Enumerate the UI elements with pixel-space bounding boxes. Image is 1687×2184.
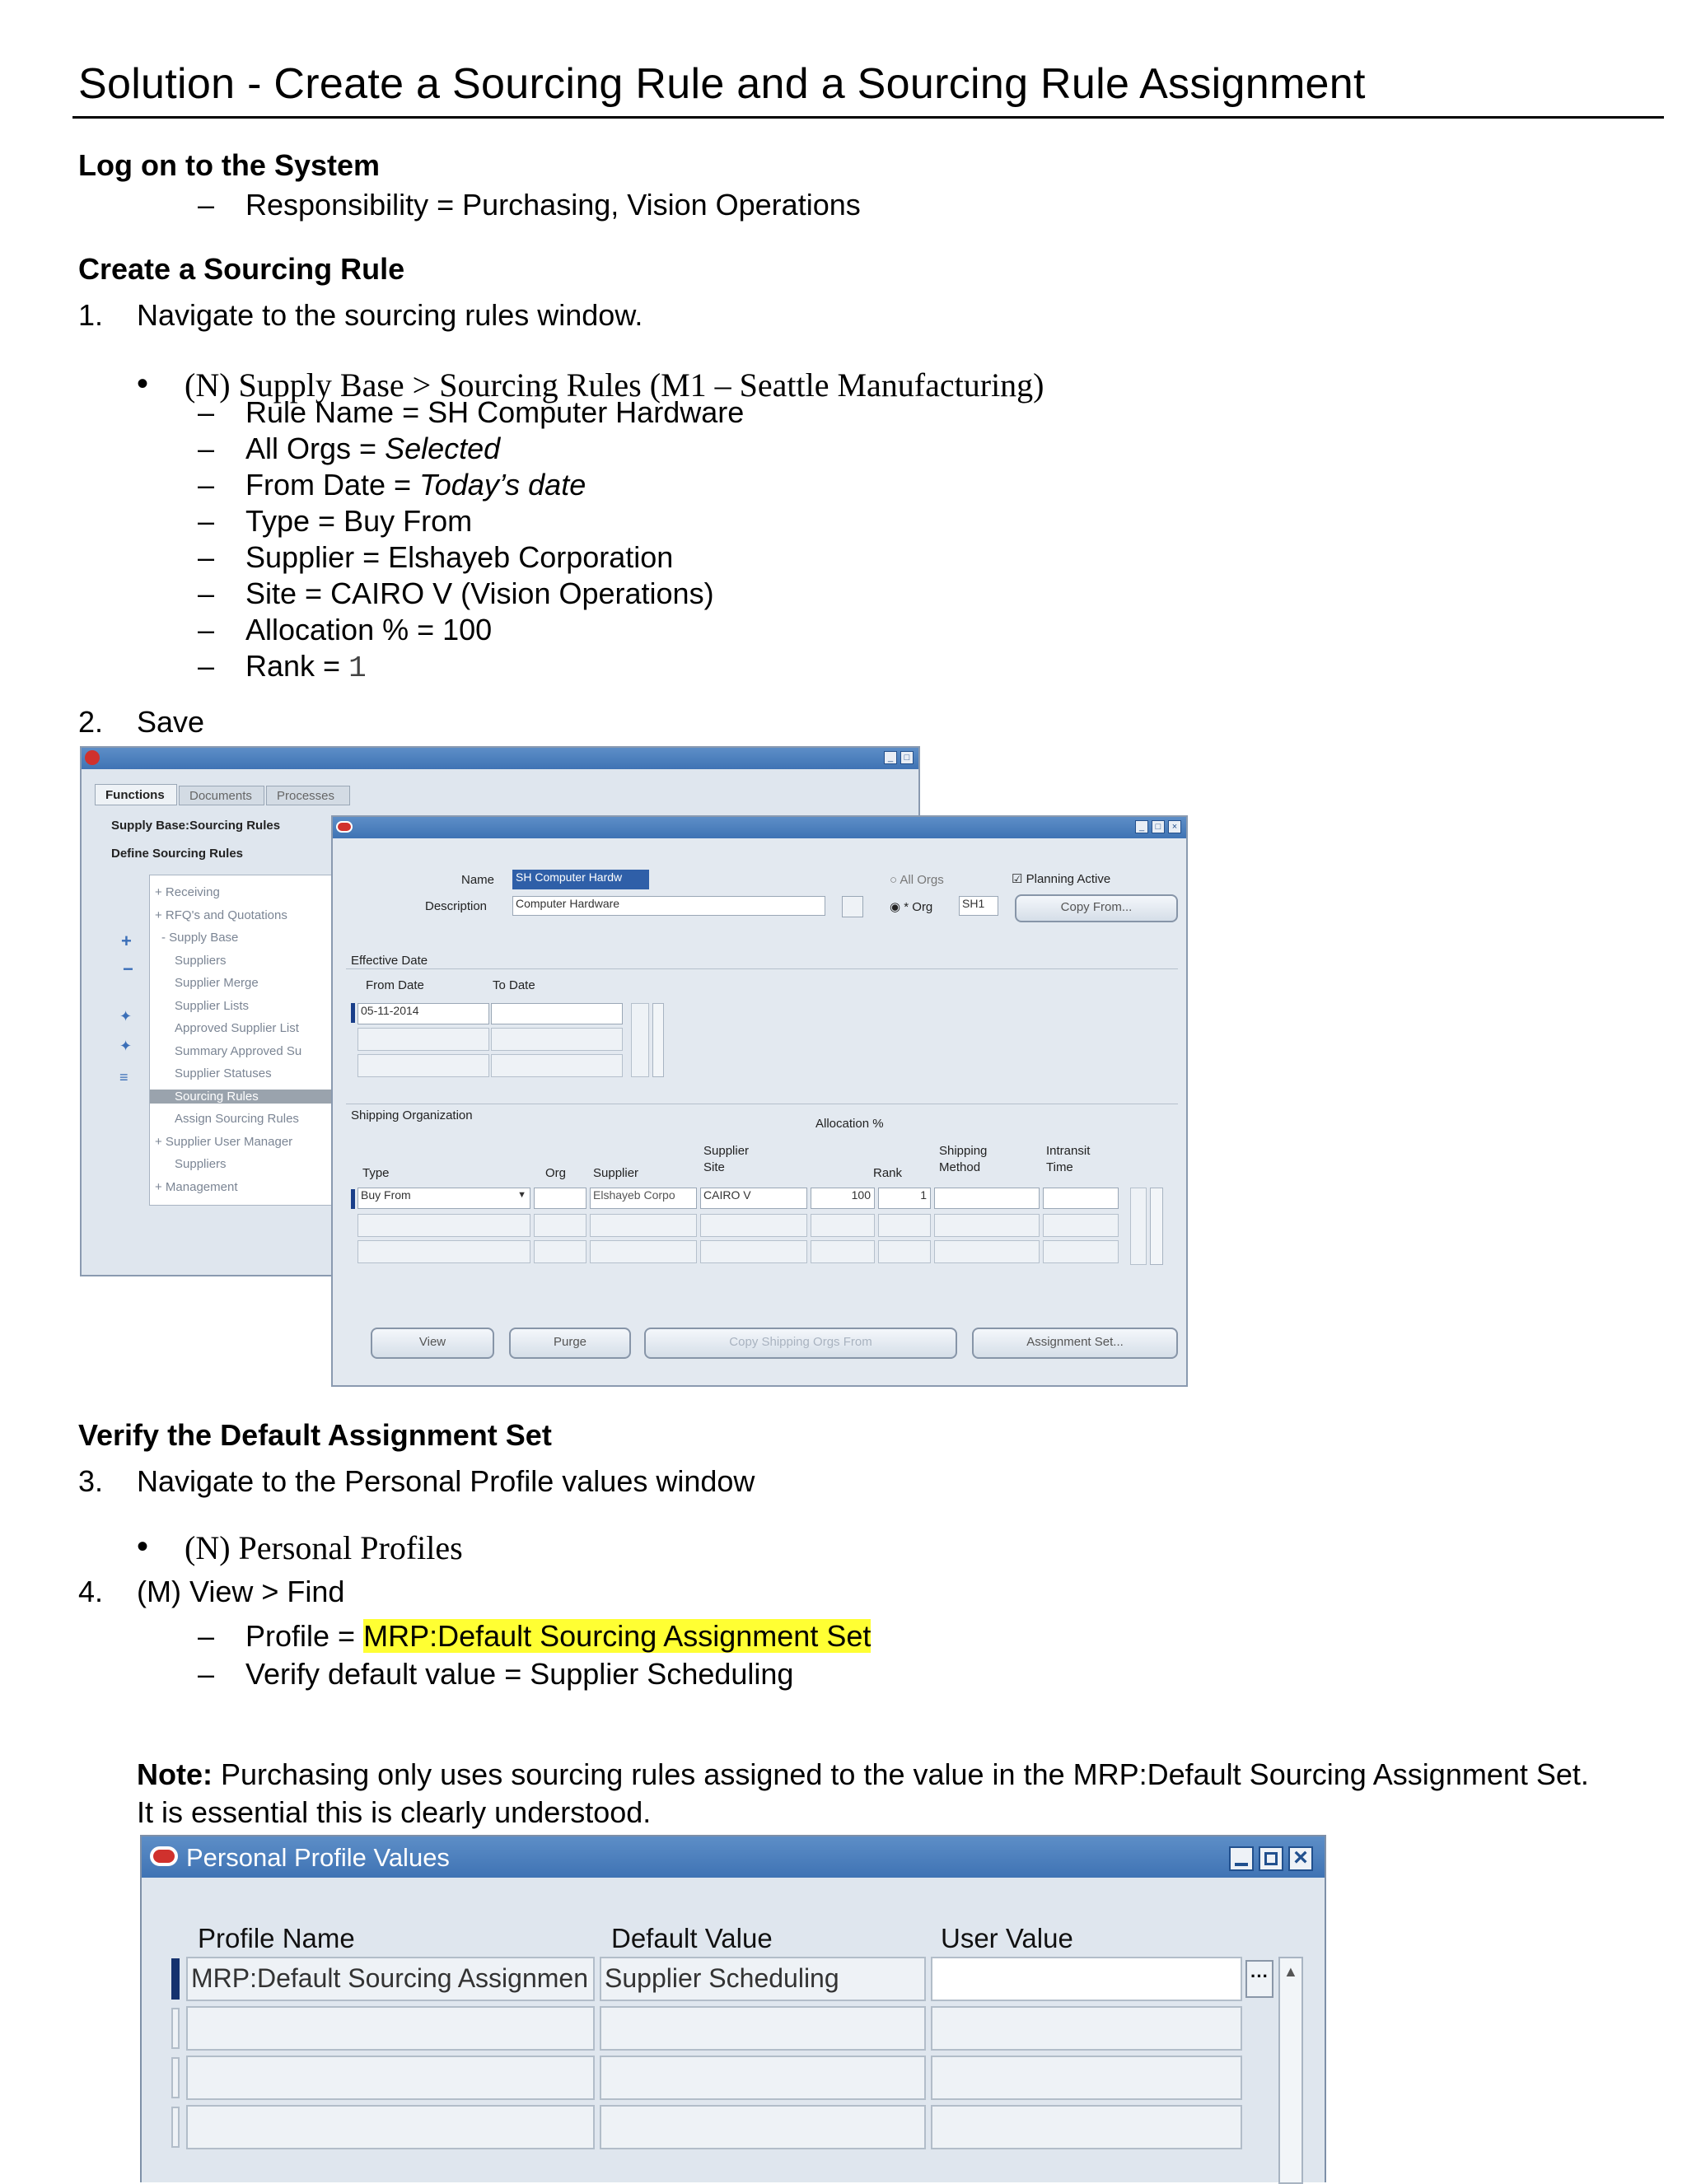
current-record-indicator bbox=[351, 1003, 355, 1023]
dash-marker: – bbox=[198, 188, 215, 222]
to-date-row[interactable] bbox=[491, 1054, 623, 1077]
dash-marker: – bbox=[198, 613, 215, 646]
grid-empty-cell[interactable] bbox=[811, 1214, 875, 1237]
field-line bbox=[245, 649, 367, 685]
field-label: All Orgs = bbox=[245, 432, 386, 465]
col-shipping-method-label: Shipping Method bbox=[939, 1144, 988, 1174]
close-icon[interactable]: × bbox=[1288, 1846, 1313, 1871]
dash-marker: – bbox=[198, 432, 215, 465]
maximize-icon[interactable]: □ bbox=[1152, 820, 1165, 833]
field-value: Elshayeb Corporation bbox=[388, 540, 674, 574]
allocation-input[interactable]: 100 bbox=[811, 1188, 875, 1209]
step-number: 1. bbox=[78, 298, 104, 332]
allocation-label: Allocation % bbox=[815, 1117, 884, 1131]
title-underline bbox=[72, 116, 1664, 119]
grid-empty-cell[interactable] bbox=[934, 1214, 1040, 1237]
profile-empty-cell[interactable] bbox=[186, 2056, 595, 2100]
collapse-icon[interactable]: − bbox=[123, 959, 133, 979]
profile-name-cell[interactable]: MRP:Default Sourcing Assignmen bbox=[186, 1957, 595, 2001]
field-line bbox=[245, 576, 714, 611]
description-label: Description bbox=[425, 899, 488, 913]
grid-empty-cell[interactable] bbox=[700, 1214, 807, 1237]
lov-ellipsis-button[interactable]: ··· bbox=[1245, 1960, 1273, 1998]
intransit-time-input[interactable] bbox=[1043, 1188, 1119, 1209]
tree-item[interactable]: Supplier Statuses bbox=[175, 1066, 272, 1080]
record-indicator bbox=[171, 2057, 180, 2098]
minimize-icon[interactable]: _ bbox=[1135, 820, 1148, 833]
field-value: CAIRO V (Vision Operations) bbox=[330, 576, 714, 610]
scroll-up-icon[interactable]: ▲ bbox=[1283, 1963, 1298, 1980]
org-cell-input[interactable] bbox=[534, 1188, 586, 1209]
tree-item[interactable]: Approved Supplier List bbox=[175, 1021, 299, 1035]
user-value-input[interactable] bbox=[931, 1957, 1242, 2001]
name-label: Name bbox=[461, 873, 495, 887]
dash-marker: – bbox=[198, 1619, 215, 1653]
window-title: Personal Profile Values bbox=[186, 1843, 450, 1872]
tab-functions[interactable]: Functions bbox=[95, 784, 177, 805]
date-scrollbar[interactable] bbox=[652, 1003, 664, 1077]
responsibility-text: Responsibility = Purchasing, Vision Operations bbox=[245, 188, 861, 222]
field-value: SH Computer Hardware bbox=[428, 395, 745, 429]
field-value: Selected bbox=[385, 432, 501, 465]
field-line bbox=[245, 395, 744, 430]
divider bbox=[346, 968, 1178, 969]
dash-marker: – bbox=[198, 468, 215, 502]
shipping-method-input[interactable] bbox=[934, 1188, 1040, 1209]
col-user-value-label: User Value bbox=[941, 1923, 1073, 1953]
to-date-label: To Date bbox=[493, 978, 535, 992]
profile-empty-cell[interactable] bbox=[931, 2056, 1242, 2100]
field-label: Type = bbox=[245, 504, 344, 538]
supplier-input[interactable]: Elshayeb Corpo bbox=[590, 1188, 697, 1209]
highlighted-profile-name: MRP:Default Sourcing Assignment Set bbox=[363, 1619, 872, 1653]
field-label: From Date = bbox=[245, 468, 420, 502]
col-profile-name-label: Profile Name bbox=[198, 1923, 355, 1953]
tree-item[interactable]: Suppliers bbox=[175, 953, 227, 968]
minimize-icon[interactable]: _ bbox=[884, 751, 897, 764]
dash-marker: – bbox=[198, 1657, 215, 1691]
to-date-input[interactable] bbox=[491, 1003, 623, 1024]
navigator-titlebar bbox=[82, 748, 918, 769]
profile-empty-cell[interactable] bbox=[600, 2105, 926, 2149]
sourcing-rule-window bbox=[331, 815, 1188, 1387]
nav-path-sourcing-rules: (N) Supply Base > Sourcing Rules (M1 – Seattle Manufacturing) bbox=[185, 366, 1044, 404]
view-button[interactable]: View bbox=[371, 1328, 494, 1359]
field-value: Today’s date bbox=[419, 468, 586, 502]
field-line bbox=[245, 432, 500, 466]
col-intransit-label: Intransit Time bbox=[1046, 1144, 1091, 1174]
field-value: 1 bbox=[348, 651, 367, 685]
note-paragraph-line2: It is essential this is clearly understood. bbox=[137, 1795, 652, 1829]
sourcing-rule-titlebar bbox=[333, 817, 1186, 838]
profile-empty-cell[interactable] bbox=[600, 2006, 926, 2051]
oracle-logo-icon bbox=[85, 750, 100, 765]
all-orgs-radio[interactable]: ○ All Orgs bbox=[890, 873, 944, 887]
grid-empty-cell[interactable] bbox=[1043, 1214, 1119, 1237]
tree-item[interactable]: Supplier Lists bbox=[175, 998, 250, 1013]
section-heading-log-on: Log on to the System bbox=[78, 148, 381, 182]
from-date-label: From Date bbox=[366, 978, 424, 992]
profile-scrollbar[interactable] bbox=[1278, 1957, 1303, 2184]
profile-window-titlebar bbox=[142, 1836, 1325, 1878]
org-input[interactable]: SH1 bbox=[959, 896, 998, 916]
copy-shipping-orgs-button[interactable]: Copy Shipping Orgs From bbox=[644, 1328, 957, 1359]
grid-empty-cell[interactable] bbox=[590, 1214, 697, 1237]
grid-empty-cell[interactable] bbox=[357, 1214, 530, 1237]
maximize-icon[interactable] bbox=[1259, 1846, 1283, 1871]
from-date-input[interactable]: 05-11-2014 bbox=[357, 1003, 489, 1024]
rule-name-input[interactable]: SH Computer Hardw bbox=[512, 870, 649, 889]
minimize-icon[interactable] bbox=[1229, 1846, 1254, 1871]
tree-item[interactable]: Suppliers bbox=[175, 1157, 227, 1171]
dash-marker: – bbox=[198, 540, 215, 574]
type-select[interactable]: Buy From ▼ bbox=[357, 1188, 530, 1209]
crumb-define: Define Sourcing Rules bbox=[111, 847, 244, 861]
personal-profile-values-window bbox=[140, 1835, 1326, 2182]
step-number: 2. bbox=[78, 705, 104, 739]
verify-default-text: Verify default value = Supplier Scheduling bbox=[245, 1657, 794, 1691]
grid-empty-cell[interactable] bbox=[934, 1240, 1040, 1263]
field-label: Allocation % = bbox=[245, 613, 443, 646]
dash-marker: – bbox=[198, 576, 215, 610]
row-flexfield-column[interactable] bbox=[1130, 1188, 1147, 1265]
tree-item-selected[interactable]: Sourcing Rules bbox=[150, 1090, 397, 1104]
profile-empty-cell[interactable] bbox=[186, 2006, 595, 2051]
to-date-row[interactable] bbox=[491, 1028, 623, 1051]
profile-empty-cell[interactable] bbox=[186, 2105, 595, 2149]
step-number: 3. bbox=[78, 1464, 104, 1498]
oracle-logo-icon bbox=[336, 821, 353, 833]
field-label: Rank = bbox=[245, 649, 349, 683]
from-date-row[interactable] bbox=[357, 1054, 489, 1077]
current-record-indicator bbox=[351, 1189, 355, 1209]
grid-empty-cell[interactable] bbox=[878, 1214, 931, 1237]
close-icon[interactable]: × bbox=[1168, 820, 1181, 833]
field-line bbox=[245, 540, 673, 575]
step-text: (M) View > Find bbox=[137, 1575, 345, 1608]
grid-empty-cell[interactable] bbox=[534, 1214, 586, 1237]
step-text: Save bbox=[137, 705, 205, 739]
date-flexfield-column[interactable] bbox=[631, 1003, 649, 1077]
collapse-all-icon[interactable]: ≡ bbox=[119, 1069, 129, 1085]
tree-item[interactable]: + Management bbox=[155, 1179, 238, 1194]
chevron-down-icon[interactable]: ▼ bbox=[517, 1190, 526, 1200]
profile-line: Profile = MRP:Default Sourcing Assignment Set bbox=[245, 1619, 872, 1653]
col-type-label: Type bbox=[362, 1166, 390, 1180]
grid-empty-cell[interactable] bbox=[1043, 1240, 1119, 1263]
section-heading-verify: Verify the Default Assignment Set bbox=[78, 1418, 552, 1452]
tab-documents[interactable]: Documents bbox=[179, 786, 264, 805]
grid-scrollbar[interactable] bbox=[1150, 1188, 1163, 1265]
step-number: 4. bbox=[78, 1575, 104, 1608]
expand-all-icon[interactable]: ✦ bbox=[119, 1038, 133, 1054]
grid-empty-cell[interactable] bbox=[590, 1240, 697, 1263]
copy-from-button[interactable]: Copy From... bbox=[1015, 894, 1178, 922]
grid-empty-cell[interactable] bbox=[357, 1240, 530, 1263]
crumb-sourcing-rules: Supply Base:Sourcing Rules bbox=[111, 819, 281, 833]
from-date-row[interactable] bbox=[357, 1028, 489, 1051]
rank-input[interactable]: 1 bbox=[878, 1188, 931, 1209]
nav-path-personal-profiles: (N) Personal Profiles bbox=[185, 1529, 463, 1566]
record-indicator bbox=[171, 2008, 180, 2049]
oracle-logo-icon bbox=[150, 1846, 178, 1866]
col-supplier-label: Supplier bbox=[593, 1166, 639, 1180]
flexfield-box[interactable] bbox=[842, 896, 863, 917]
note-label: Note: bbox=[137, 1757, 213, 1791]
planning-active-checkbox[interactable]: ☑ Planning Active bbox=[1012, 872, 1111, 886]
dash-marker: – bbox=[198, 395, 215, 429]
section-heading-create-rule: Create a Sourcing Rule bbox=[78, 252, 405, 286]
tree-item[interactable]: Summary Approved Su bbox=[175, 1043, 302, 1058]
tree-item[interactable]: + Supplier User Manager bbox=[155, 1134, 293, 1149]
purge-button[interactable]: Purge bbox=[509, 1328, 631, 1359]
tree-item[interactable]: + Receiving bbox=[155, 885, 220, 899]
org-radio[interactable]: ◉ * Org bbox=[890, 900, 933, 914]
expand-icon[interactable]: + bbox=[121, 931, 132, 951]
page-title: Solution - Create a Sourcing Rule and a Sourcing Rule Assignment bbox=[78, 60, 1366, 108]
col-org-label: Org bbox=[545, 1166, 567, 1180]
note-paragraph: Note: Purchasing only uses sourcing rules assigned to the value in the MRP:Default Sourcing Assignment Set. bbox=[137, 1757, 1589, 1791]
grid-empty-cell[interactable] bbox=[534, 1240, 586, 1263]
col-rank-label: Rank bbox=[873, 1166, 903, 1180]
grid-empty-cell[interactable] bbox=[811, 1240, 875, 1263]
field-label: Site = bbox=[245, 576, 331, 610]
profile-empty-cell[interactable] bbox=[600, 2056, 926, 2100]
field-label: Supplier = bbox=[245, 540, 389, 574]
field-value: 100 bbox=[442, 613, 493, 646]
tree-item[interactable]: Assign Sourcing Rules bbox=[175, 1112, 299, 1126]
default-value-cell[interactable]: Supplier Scheduling bbox=[600, 1957, 926, 2001]
step-text: Navigate to the sourcing rules window. bbox=[137, 298, 643, 332]
shipping-org-label: Shipping Organization bbox=[351, 1108, 473, 1122]
assignment-set-button[interactable]: Assignment Set... bbox=[972, 1328, 1178, 1359]
grid-empty-cell[interactable] bbox=[878, 1240, 931, 1263]
field-line bbox=[245, 468, 586, 502]
record-indicator bbox=[171, 2107, 180, 2148]
tab-processes[interactable]: Processes bbox=[266, 786, 350, 805]
col-supplier-site-label: Supplier Site bbox=[703, 1144, 750, 1174]
col-default-value-label: Default Value bbox=[611, 1923, 773, 1953]
field-line bbox=[245, 613, 492, 647]
current-record-indicator bbox=[171, 1958, 180, 2000]
grid-empty-cell[interactable] bbox=[700, 1240, 807, 1263]
field-line bbox=[245, 504, 472, 539]
supplier-site-input[interactable]: CAIRO V bbox=[700, 1188, 807, 1209]
tree-item[interactable]: + RFQ's and Quotations bbox=[155, 908, 287, 922]
profile-empty-cell[interactable] bbox=[931, 2105, 1242, 2149]
bullet-marker: • bbox=[137, 366, 149, 402]
dash-marker: – bbox=[198, 504, 215, 538]
tree-item[interactable]: Supplier Merge bbox=[175, 976, 259, 990]
expand-branch-icon[interactable]: ✦ bbox=[119, 1008, 133, 1024]
effective-date-label: Effective Date bbox=[351, 954, 428, 968]
field-label: Rule Name = bbox=[245, 395, 428, 429]
step-text: Navigate to the Personal Profile values window bbox=[137, 1464, 755, 1498]
tree-item[interactable]: - Supply Base bbox=[161, 931, 239, 945]
dash-marker: – bbox=[198, 649, 215, 683]
description-input[interactable]: Computer Hardware bbox=[512, 896, 825, 916]
field-value: Buy From bbox=[343, 504, 473, 538]
profile-empty-cell[interactable] bbox=[931, 2006, 1242, 2051]
maximize-icon[interactable]: □ bbox=[900, 751, 914, 764]
bullet-marker: • bbox=[137, 1528, 149, 1565]
